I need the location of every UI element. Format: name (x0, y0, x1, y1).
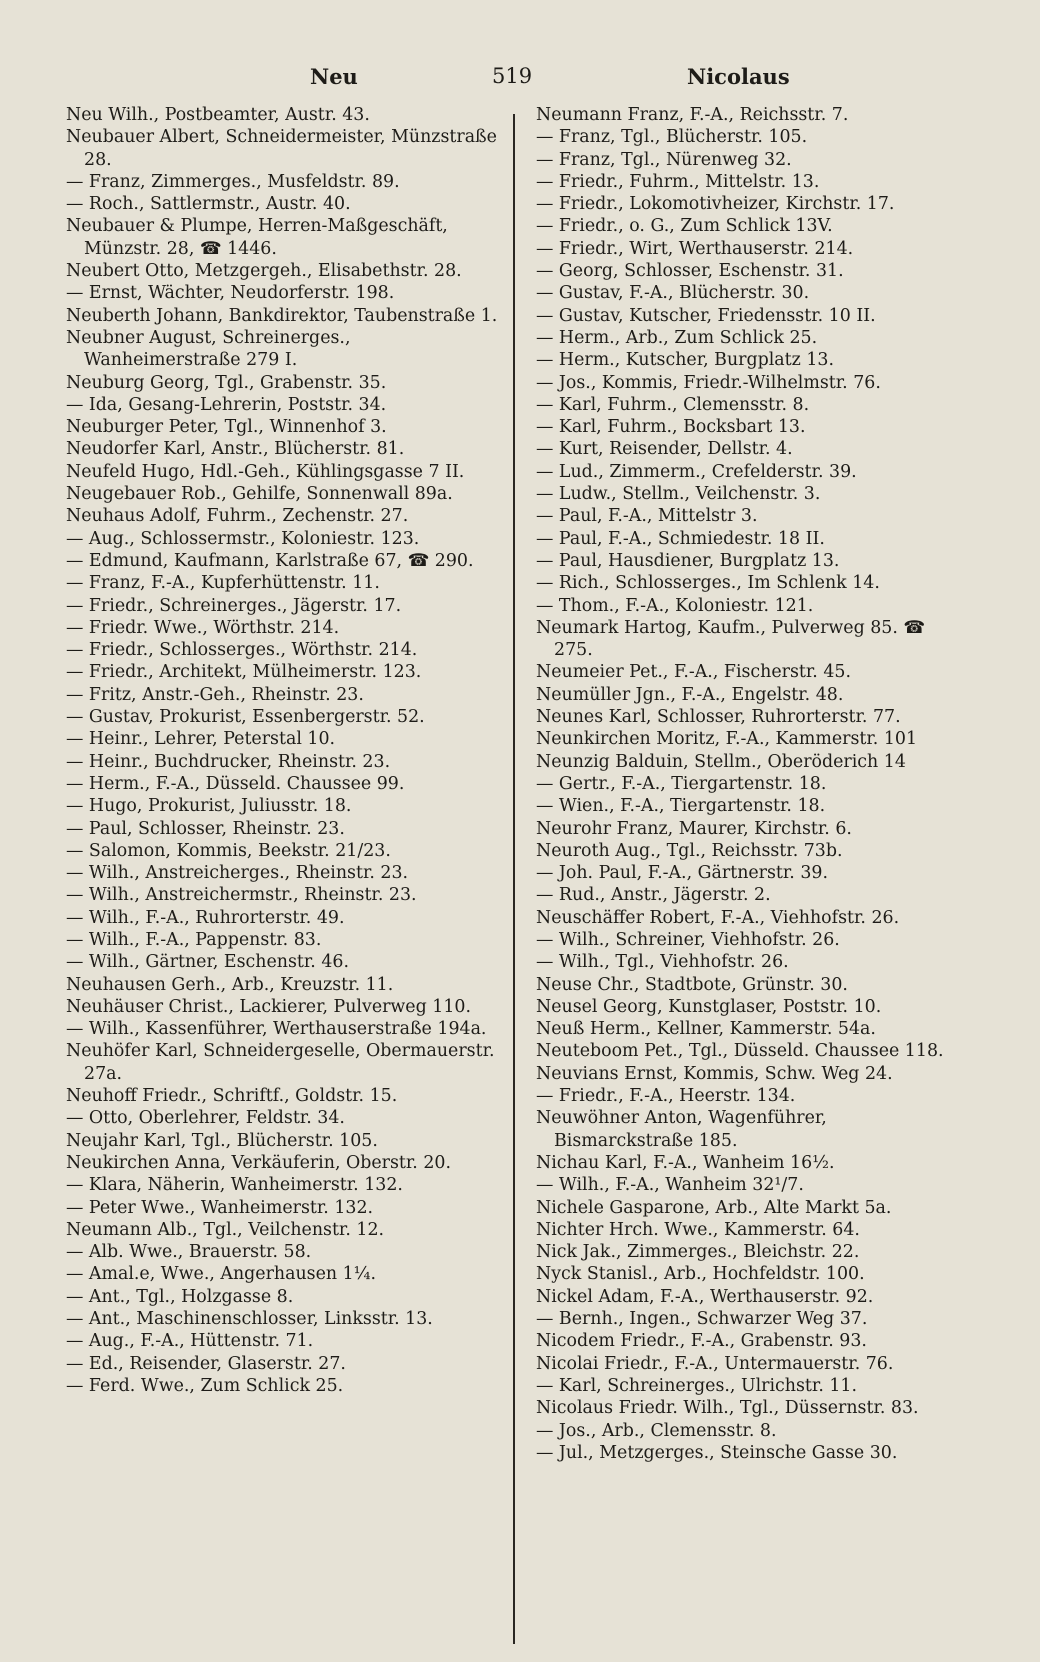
column-divider (513, 114, 515, 1644)
directory-entry: — Herm., Kutscher, Burgplatz 13. (536, 350, 835, 371)
directory-entry: Neuschäffer Robert, F.-A., Viehhofstr. 26. (536, 907, 900, 928)
directory-entry: — Wilh., Anstreichermstr., Rheinstr. 23. (66, 885, 417, 906)
directory-entry: — Klara, Näherin, Wanheimerstr. 132. (66, 1175, 403, 1196)
directory-entry: — Bernh., Ingen., Schwarzer Weg 37. (536, 1309, 868, 1330)
directory-entry: — Thom., F.-A., Koloniestr. 121. (536, 595, 814, 616)
directory-entry: Neunkirchen Moritz, F.-A., Kammerstr. 101 (536, 729, 918, 750)
directory-entry: — Jos., Kommis, Friedr.-Wilhelmstr. 76. (536, 372, 881, 393)
directory-entry: — Georg, Schlosser, Eschenstr. 31. (536, 261, 844, 282)
directory-entry: — Joh. Paul, F.-A., Gärtnerstr. 39. (536, 863, 829, 884)
directory-entry: — Wilh., Gärtner, Eschenstr. 46. (66, 952, 349, 973)
directory-entry: — Aug., Schlossermstr., Koloniestr. 123. (66, 528, 420, 549)
directory-entry: Neumann Alb., Tgl., Veilchenstr. 12. (66, 1219, 385, 1240)
directory-entry: — Kurt, Reisender, Dellstr. 4. (536, 439, 793, 460)
directory-entry: Nyck Stanisl., Arb., Hochfeldstr. 100. (536, 1264, 865, 1285)
directory-entry: — Herm., F.-A., Düsseld. Chaussee 99. (66, 773, 405, 794)
directory-entry: — Jul., Metzgerges., Steinsche Gasse 30. (536, 1442, 898, 1463)
directory-entry: — Aug., F.-A., Hüttenstr. 71. (66, 1331, 314, 1352)
directory-entry: — Rich., Schlosserges., Im Schlenk 14. (536, 573, 880, 594)
directory-entry: Neubauer & Plumpe, Herren-Maßgeschäft, Münzstr. 28, ☎ 1446. (66, 216, 448, 259)
directory-entry: — Wilh., F.-A., Ruhrorterstr. 49. (66, 907, 345, 928)
directory-entry: — Wilh., Schreiner, Viehhofstr. 26. (536, 929, 840, 950)
directory-entry: Neuhäuser Christ., Lackierer, Pulverweg 110. (66, 996, 471, 1017)
directory-entry: — Salomon, Kommis, Beekstr. 21/23. (66, 840, 391, 861)
directory-entry: — Friedr., Schlosserges., Wörthstr. 214. (66, 640, 418, 661)
directory-entry: — Roch., Sattlermstr., Austr. 40. (66, 194, 351, 215)
directory-entry: — Ludw., Stellm., Veilchenstr. 3. (536, 484, 821, 505)
directory-entry: — Franz, Zimmerges., Musfeldstr. 89. (66, 171, 400, 192)
directory-entry: Neunzig Balduin, Stellm., Oberöderich 14 (536, 751, 906, 772)
directory-entry: — Herm., Arb., Zum Schlick 25. (536, 327, 818, 348)
directory-entry: Neumann Franz, F.-A., Reichsstr. 7. (536, 105, 849, 125)
directory-entry: Neubauer Albert, Schneidermeister, Münzstraße 28. (66, 127, 497, 170)
directory-entry: Neurohr Franz, Maurer, Kirchstr. 6. (536, 818, 852, 839)
page-number: 519 (492, 64, 533, 88)
directory-entry: — Friedr., Schreinerges., Jägerstr. 17. (66, 595, 402, 616)
directory-entry: — Franz, Tgl., Nürenweg 32. (536, 149, 792, 170)
directory-entry: — Fritz, Anstr.-Geh., Rheinstr. 23. (66, 684, 364, 705)
directory-entry: — Ed., Reisender, Glaserstr. 27. (66, 1353, 346, 1374)
directory-entry: — Wilh., Anstreicherges., Rheinstr. 23. (66, 863, 409, 884)
directory-entry: — Ida, Gesang-Lehrerin, Poststr. 34. (66, 394, 387, 415)
directory-entry: Neubert Otto, Metzgergeh., Elisabethstr. 28. (66, 261, 462, 282)
directory-entry: Neubner August, Schreinerges., Wanheimerstraße 279 I. (66, 327, 351, 371)
directory-entry: — Friedr., Architekt, Mülheimerstr. 123. (66, 662, 422, 683)
left-column (66, 104, 498, 1397)
directory-entry: Neuburg Georg, Tgl., Grabenstr. 35. (66, 372, 387, 393)
directory-entry: — Gertr., F.-A., Tiergartenstr. 18. (536, 773, 827, 794)
directory-entry: — Hugo, Prokurist, Juliusstr. 18. (66, 796, 352, 817)
page-header (70, 60, 970, 100)
directory-entry: Neuhoff Friedr., Schriftf., Goldstr. 15. (66, 1086, 398, 1107)
directory-entry: — Gustav, Prokurist, Essenbergerstr. 52. (66, 707, 425, 728)
header-right-word: Nicolaus (687, 64, 790, 89)
directory-entry: Neuberth Johann, Bankdirektor, Taubenstraße 1. (66, 305, 498, 326)
directory-entry: Nicolai Friedr., F.-A., Untermauerstr. 76. (536, 1353, 894, 1374)
directory-entry: — Heinr., Lehrer, Peterstal 10. (66, 729, 336, 750)
directory-entry: — Wilh., F.-A., Wanheim 32¹/7. (536, 1175, 804, 1196)
directory-entry: — Heinr., Buchdrucker, Rheinstr. 23. (66, 751, 391, 772)
directory-entry: — Ferd. Wwe., Zum Schlick 25. (66, 1375, 344, 1396)
directory-entry: Neugebauer Rob., Gehilfe, Sonnenwall 89a. (66, 484, 453, 505)
directory-entry: — Friedr., Fuhrm., Mittelstr. 13. (536, 171, 820, 192)
header-left-word: Neu (310, 64, 358, 89)
directory-entry: — Karl, Fuhrm., Clemensstr. 8. (536, 394, 810, 415)
directory-entry: Neuteboom Pet., Tgl., Düsseld. Chaussee 118. (536, 1041, 944, 1062)
directory-entry: Neuse Chr., Stadtbote, Grünstr. 30. (536, 974, 848, 995)
directory-entry: Neuburger Peter, Tgl., Winnenhof 3. (66, 417, 387, 438)
directory-entry: Neuhausen Gerh., Arb., Kreuzstr. 11. (66, 974, 394, 995)
directory-entry: Neukirchen Anna, Verkäuferin, Oberstr. 20. (66, 1152, 452, 1173)
directory-entry: — Wilh., Tgl., Viehhofstr. 26. (536, 952, 789, 973)
directory-entry: — Friedr., F.-A., Heerstr. 134. (536, 1086, 796, 1107)
directory-entry: Neuwöhner Anton, Wagenführer, Bismarckstraße 185. (536, 1108, 827, 1151)
directory-entry: — Wilh., F.-A., Pappenstr. 83. (66, 929, 322, 950)
directory-entry: Neuhaus Adolf, Fuhrm., Zechenstr. 27. (66, 506, 409, 527)
directory-entry: Nichter Hrch. Wwe., Kammerstr. 64. (536, 1219, 860, 1240)
directory-entry: Nicodem Friedr., F.-A., Grabenstr. 93. (536, 1331, 867, 1352)
directory-entry: Nick Jak., Zimmerges., Bleichstr. 22. (536, 1242, 860, 1263)
directory-entry: Neunes Karl, Schlosser, Ruhrorterstr. 77. (536, 707, 901, 728)
directory-entry: — Edmund, Kaufmann, Karlstraße 67, ☎ 290. (66, 550, 474, 571)
directory-entry: — Peter Wwe., Wanheimerstr. 132. (66, 1197, 374, 1218)
directory-entry: — Friedr. Wwe., Wörthstr. 214. (66, 617, 340, 638)
directory-entry: — Gustav, F.-A., Blücherstr. 30. (536, 283, 810, 304)
directory-entry: Neuß Herm., Kellner, Kammerstr. 54a. (536, 1019, 876, 1040)
directory-entry: — Jos., Arb., Clemensstr. 8. (536, 1420, 777, 1441)
directory-entry: Neuhöfer Karl, Schneidergeselle, Obermauerstr. 27a. (66, 1041, 495, 1084)
directory-entry: — Wilh., Kassenführer, Werthauserstraße 194a. (66, 1019, 487, 1040)
directory-entry: Neumeier Pet., F.-A., Fischerstr. 45. (536, 662, 851, 683)
directory-entry: — Karl, Schreinerges., Ulrichstr. 11. (536, 1375, 858, 1396)
directory-entry: — Ernst, Wächter, Neudorferstr. 198. (66, 283, 395, 304)
directory-entry: — Friedr., Wirt, Werthauserstr. 214. (536, 238, 854, 259)
directory-entry: — Ant., Tgl., Holzgasse 8. (66, 1286, 294, 1307)
directory-entry: — Paul, F.-A., Schmiedestr. 18 II. (536, 528, 825, 549)
directory-entry: — Rud., Anstr., Jägerstr. 2. (536, 885, 771, 906)
directory-entry: — Wien., F.-A., Tiergartenstr. 18. (536, 796, 826, 817)
directory-entry: — Paul, Schlosser, Rheinstr. 23. (66, 818, 345, 839)
directory-entry: — Karl, Fuhrm., Bocksbart 13. (536, 417, 806, 438)
directory-entry: Nichau Karl, F.-A., Wanheim 16½. (536, 1152, 835, 1173)
directory-entry: Neumark Hartog, Kaufm., Pulverweg 85. ☎ 275. (536, 617, 926, 661)
directory-entry: — Lud., Zimmerm., Crefelderstr. 39. (536, 461, 857, 482)
directory-entry: Nicolaus Friedr. Wilh., Tgl., Düssernstr. 83. (536, 1398, 919, 1419)
directory-entry: Neujahr Karl, Tgl., Blücherstr. 105. (66, 1130, 378, 1151)
directory-entry: — Amal.e, Wwe., Angerhausen 1¼. (66, 1264, 377, 1285)
directory-entry: Neumüller Jgn., F.-A., Engelstr. 48. (536, 684, 844, 705)
directory-entry: Neusel Georg, Kunstglaser, Poststr. 10. (536, 996, 882, 1017)
directory-entry: Neu Wilh., Postbeamter, Austr. 43. (66, 105, 370, 125)
directory-entry: Neuvians Ernst, Kommis, Schw. Weg 24. (536, 1063, 893, 1084)
directory-entry: — Paul, Hausdiener, Burgplatz 13. (536, 550, 840, 571)
directory-entry: Neuroth Aug., Tgl., Reichsstr. 73b. (536, 840, 843, 861)
directory-entry: — Friedr., o. G., Zum Schlick 13V. (536, 216, 833, 237)
directory-entry: — Alb. Wwe., Brauerstr. 58. (66, 1242, 312, 1263)
directory-entry: — Otto, Oberlehrer, Feldstr. 34. (66, 1108, 345, 1129)
directory-entry: — Gustav, Kutscher, Friedensstr. 10 II. (536, 305, 876, 326)
directory-entry: — Paul, F.-A., Mittelstr 3. (536, 506, 758, 527)
directory-entry: — Franz, F.-A., Kupferhüttenstr. 11. (66, 573, 380, 594)
directory-entry: Neudorfer Karl, Anstr., Blücherstr. 81. (66, 439, 405, 460)
directory-entry: Nickel Adam, F.-A., Werthauserstr. 92. (536, 1286, 874, 1307)
directory-entry: Nichele Gasparone, Arb., Alte Markt 5a. (536, 1197, 892, 1218)
directory-entry: — Friedr., Lokomotivheizer, Kirchstr. 17. (536, 194, 895, 215)
directory-entry: Neufeld Hugo, Hdl.-Geh., Kühlingsgasse 7 II. (66, 461, 465, 482)
right-column (536, 104, 968, 1464)
directory-entry: — Franz, Tgl., Blücherstr. 105. (536, 127, 808, 148)
directory-entry: — Ant., Maschinenschlosser, Linksstr. 13. (66, 1309, 433, 1330)
